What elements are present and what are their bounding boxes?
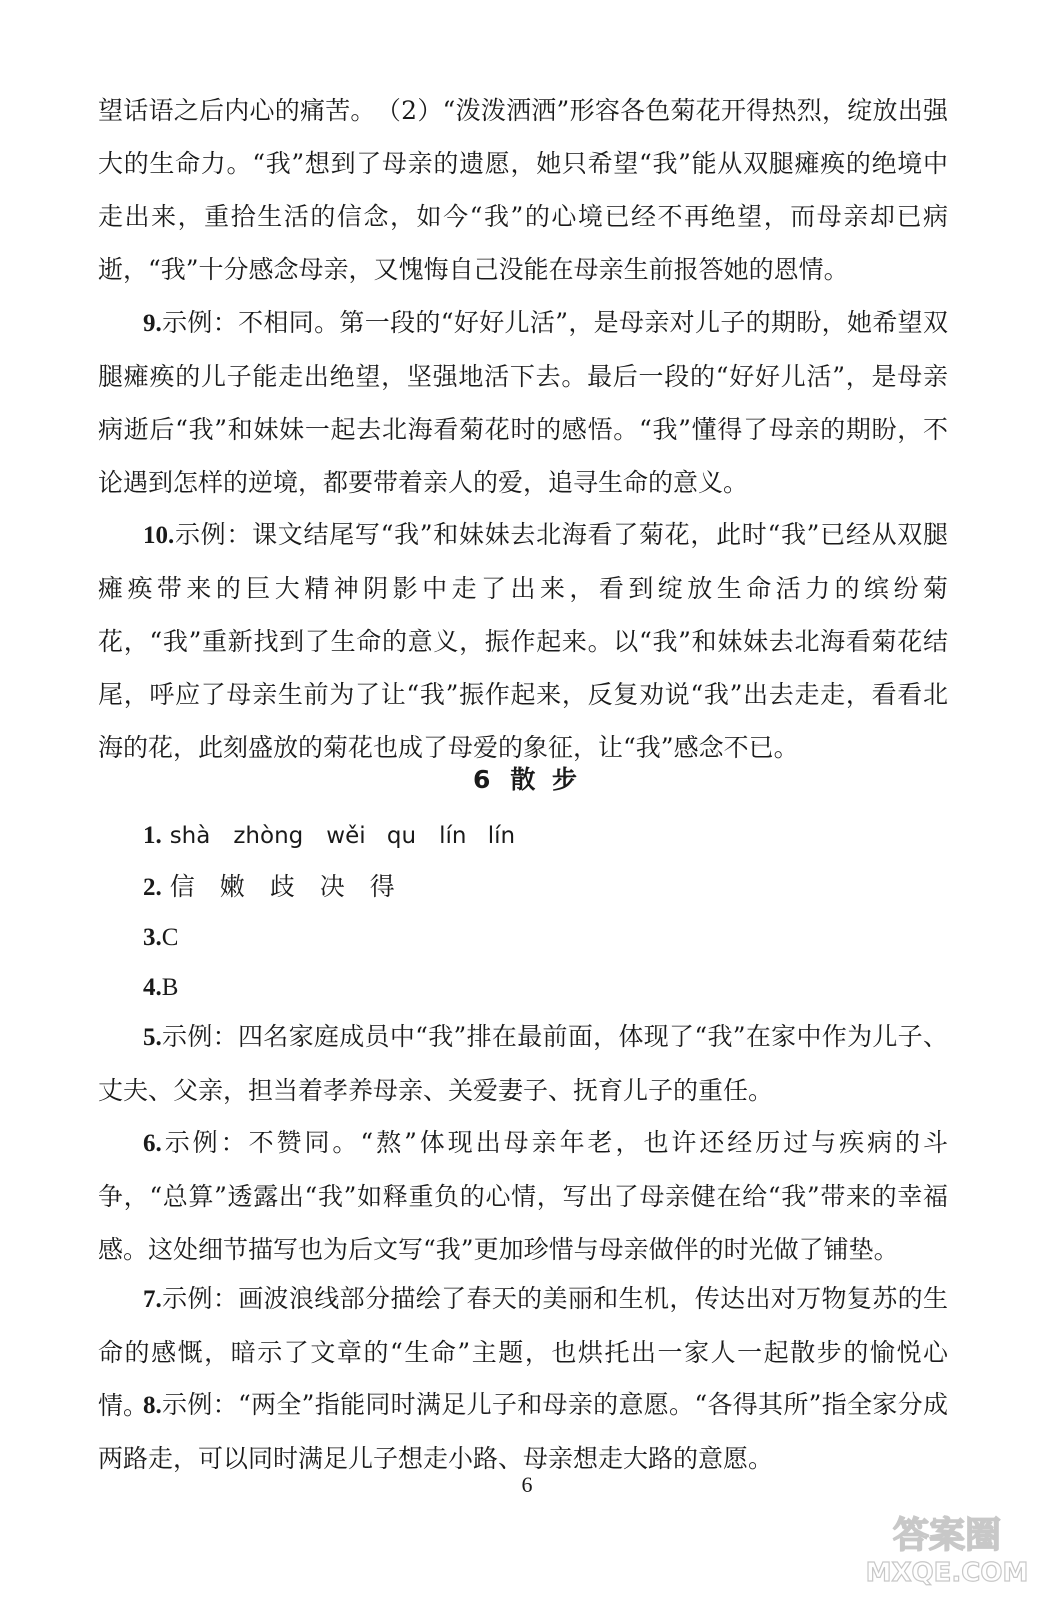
answer-number: 9. [143, 310, 162, 337]
answer-text: 信 嫩 歧 决 得 [169, 872, 395, 901]
section-title [0, 760, 1054, 796]
answer-number: 2. [143, 874, 162, 901]
answer-number: 1. [143, 822, 162, 849]
answer-number: 6. [143, 1130, 162, 1157]
answer-number: 3. [143, 924, 162, 951]
page-number: 6 [521, 1472, 533, 1497]
watermark-text-bottom: MXQE.COM [865, 1558, 1029, 1588]
answer-6 [98, 1116, 948, 1276]
answer-2 [98, 860, 948, 914]
answer-number: 7. [143, 1286, 162, 1313]
answer-number: 8. [143, 1392, 162, 1419]
section-number: 6 [472, 765, 495, 794]
answer-text: 示例：不赞同。“熬”体现出母亲年老，也许还经历过与疾病的斗争，“总算”透露出“我”如释重负的心情，写出了母亲健在给“我”带来的幸福感。这处细节描写也为后文写“我”更加珍惜与母亲做伴的时光做了铺垫。 [98, 1128, 948, 1264]
answer-8 [98, 1378, 948, 1485]
answer-text: C [161, 924, 179, 951]
watermark-logo [862, 1505, 1032, 1589]
section-title-text: 散 步 [510, 765, 582, 794]
answer-number: 4. [143, 974, 162, 1001]
continuation-paragraph [98, 84, 948, 296]
answer-text: 示例：不相同。第一段的“好好儿活”，是母亲对儿子的期盼，她希望双腿瘫痪的儿子能走出绝望，坚强地活下去。最后一段的“好好儿活”，是母亲病逝后“我”和妹妹一起去北海看菊花时的感悟。“我”懂得了母亲的期盼，不论遇到怎样的逆境，都要带着亲人的爱，追寻生命的意义。 [98, 308, 948, 497]
answer-text: 示例：“两全”指能同时满足儿子和母亲的意愿。“各得其所”指全家分成两路走，可以同时满足儿子想走小路、母亲想走大路的意愿。 [98, 1390, 948, 1473]
answer-3 [98, 910, 948, 964]
answer-text: shà zhòng wěi qu lín lín [169, 823, 516, 849]
answer-10 [98, 508, 948, 774]
answer-number: 5. [143, 1024, 162, 1051]
answer-text: 示例：课文结尾写“我”和妹妹去北海看了菊花，此时“我”已经从双腿瘫痪带来的巨大精神阴影中走了出来，看到绽放生命活力的缤纷菊花，“我”重新找到了生命的意义，振作起来。以“我”和妹妹去北海看菊花结尾，呼应了母亲生前为了让“我”振作起来，反复劝说“我”出去走走，看看北海的花，此刻盛放的菊花也成了母爱的象征，让“我”感念不已。 [98, 520, 948, 762]
answer-text: B [161, 974, 179, 1001]
answer-9 [98, 296, 948, 509]
continuation-text: 望话语之后内心的痛苦。 （2）“泼泼洒洒”形容各色菊花开得热烈，绽放出强大的生命力。“我”想到了母亲的遗愿，她只希望“我”能从双腿瘫痪的绝境中走出来，重拾生活的信念，如今“我”的心境已经不再绝望，而母亲却已病逝，“我”十分感念母亲，又愧悔自己没能在母亲生前报答她的恩情。 [98, 96, 948, 284]
watermark-text-top: 答案圈 [892, 1515, 1002, 1556]
answer-1 [98, 808, 948, 863]
answer-5 [98, 1010, 948, 1117]
answer-number: 10. [143, 522, 175, 549]
answer-text: 示例：画波浪线部分描绘了春天的美丽和生机，传达出对万物复苏的生命的感慨，暗示了文章的“生命”主题，也烘托出一家人一起散步的愉悦心情。 [98, 1284, 948, 1420]
answer-text: 示例：四名家庭成员中“我”排在最前面，体现了“我”在家中作为儿子、丈夫、父亲，担当着孝养母亲、关爱妻子、抚育儿子的重任。 [98, 1022, 948, 1105]
answer-4 [98, 960, 948, 1014]
